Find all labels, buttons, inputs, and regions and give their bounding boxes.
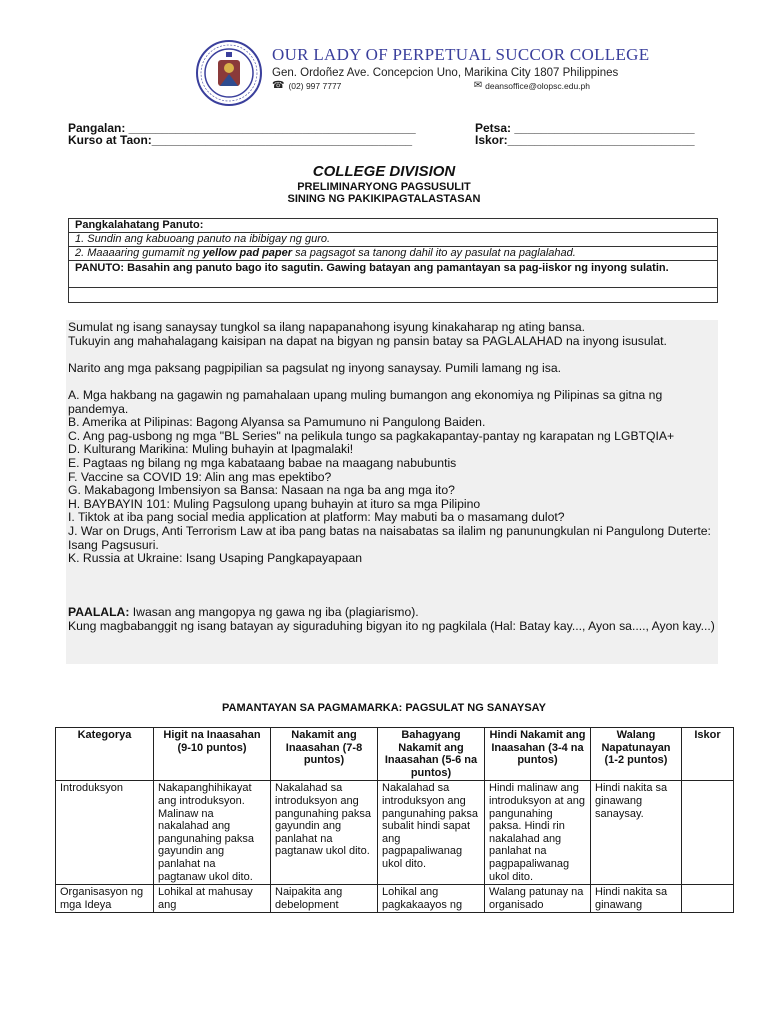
topic-item: K. Russia at Ukraine: Isang Usaping Pangkapayapaan	[68, 551, 363, 566]
instruction-item-2-pre: 2. Maaaaring gumamit ng	[75, 247, 203, 259]
phone-icon: ☎	[272, 80, 285, 91]
course-field: Kurso at Taon:_______________________________________	[68, 133, 413, 147]
topic-item: E. Pagtaas ng bilang ng mga kabataang babae na maagang nabubuntis	[68, 455, 457, 470]
table-row	[56, 885, 734, 913]
topic-item: D. Kulturang Marikina: Muling buhayin at Ipagmalaki!	[68, 442, 354, 457]
phone-number: (02) 997 7777	[288, 81, 342, 91]
school-email	[474, 81, 590, 91]
topic-item: J. War on Drugs, Anti Terrorism Law at iba pang batas na naisabatas sa ilalim ng panunungkulan ni Pangulong Duterte: Isang Pagsusuri.	[68, 523, 711, 552]
rubric-cell: Introduksyon	[56, 781, 154, 885]
instruction-item-2	[69, 247, 717, 261]
rubric-header-cell: Hindi Nakamit ang Inaasahan (3-4 na puntos)	[485, 728, 591, 781]
rubric-title: PAMANTAYAN SA PAGMAMARKA: PAGSULAT NG SANAYSAY	[222, 702, 546, 714]
subject-title: SINING NG PAKIKIPAGTALASTASAN	[287, 193, 481, 205]
panuto-text: PANUTO: Basahin ang panuto bago ito sagutin. Gawing batayan ang pamantayan sa pag-iiskor ng inyong sulatin.	[69, 261, 717, 288]
rubric-cell: Hindi malinaw ang introduksyon at ang pangunahing paksa. Hindi rin nakalahad ang panlahat na pagpapaliwanag ukol dito.	[485, 781, 591, 885]
rubric-header-cell: Nakamit ang Inaasahan (7-8 puntos)	[271, 728, 378, 781]
rubric-header-cell: Higit na Inaasahan (9-10 puntos)	[154, 728, 271, 781]
prompt-line-2: Tukuyin ang mahahalagang kaisipan na dapat na bigyan ng pansin batay sa PAGLALAHAD na inyong isusulat.	[68, 333, 667, 348]
rubric-cell: Nakalahad sa introduksyon ang pangunahing paksa gayundin ang panlahat na pagtanaw ukol dito.	[271, 781, 378, 885]
topic-item: B. Amerika at Pilipinas: Bagong Alyansa sa Pamumuno ni Pangulong Baiden.	[68, 415, 486, 430]
essay-prompt	[66, 320, 718, 664]
topic-item: G. Makabagong Imbensiyon sa Bansa: Nasaan na nga ba ang mga ito?	[68, 483, 455, 498]
rubric-header-cell: Bahagyang Nakamit ang Inaasahan (5-6 na puntos)	[378, 728, 485, 781]
reminder-text: Iwasan ang mangopya ng gawa ng iba (plagiarismo).	[129, 605, 419, 620]
instruction-item-2-bold: yellow pad paper	[202, 247, 293, 259]
rubric-cell: Organisasyon ng mga Ideya	[56, 885, 154, 913]
school-address: Gen. Ordoñez Ave. Concepcion Uno, Marikina City 1807 Philippines	[272, 67, 619, 79]
rubric-score-cell[interactable]	[682, 885, 734, 913]
topic-list	[68, 389, 716, 566]
name-field: Pangalan: ___________________________________________	[68, 121, 416, 135]
rubric-header-cell: Walang Napatunayan (1-2 puntos)	[591, 728, 682, 781]
reminder-label: PAALALA:	[68, 605, 130, 620]
instructions-box	[68, 218, 718, 303]
instruction-item-1: 1. Sundin ang kabuoang panuto na ibibigay ng guro.	[69, 233, 717, 247]
rubric-cell: Lohikal ang pagkakaayos ng	[378, 885, 485, 913]
school-header	[196, 40, 650, 106]
rubric-cell: Naipakita ang debelopment	[271, 885, 378, 913]
school-phone	[272, 81, 341, 91]
division-title: COLLEGE DIVISION	[312, 163, 456, 180]
topic-item: A. Mga hakbang na gagawin ng pamahalaan upang muling bumangon ang ekonomiya ng Pilipinas sa gitna ng pandemya.	[68, 387, 663, 416]
instruction-item-2-post: sa pagsagot sa tanong dahil ito ay pasulat na paglalahad.	[292, 247, 576, 259]
mail-icon: ✉	[473, 80, 483, 91]
date-field: Petsa: ___________________________	[475, 121, 695, 135]
school-name: OUR LADY OF PERPETUAL SUCCOR COLLEGE	[272, 45, 650, 64]
rubric-header-row	[56, 728, 734, 781]
reminder	[68, 606, 716, 620]
reminder-line-2: Kung magbabanggit ng isang batayan ay siguraduhing bigyan ito ng pagkilala (Hal: Batay kay..., Ayon sa...., Ayon kay...)	[68, 619, 715, 634]
topic-item: C. Ang pag-usbong ng mga "BL Series" na pelikula tungo sa pagkakapantay-pantay ng karapatan ng LGBTQIA+	[68, 428, 675, 443]
rubric-cell: Nakapanghihikayat ang introduksyon. Malinaw na nakalahad ang pangunahing paksa gayundin ang panlahat na pagtanaw ukol dito.	[154, 781, 271, 885]
school-seal-icon	[196, 40, 262, 106]
topic-item: F. Vaccine sa COVID 19: Alin ang mas epektibo?	[68, 469, 332, 484]
rubric-cell: Lohikal at mahusay ang	[154, 885, 271, 913]
table-row	[56, 781, 734, 885]
topic-item: I. Tiktok at iba pang social media application at platform: May mabuti ba o masamang dulot?	[68, 510, 565, 525]
rubric-header-cell: Kategorya	[56, 728, 154, 781]
prompt-line-1: Sumulat ng isang sanaysay tungkol sa ilang napapanahong isyung kinakaharap ng ating bansa.	[68, 320, 585, 334]
rubric-score-cell[interactable]	[682, 781, 734, 885]
topic-item: H. BAYBAYIN 101: Muling Pagsulong upang buhayin at ituro sa mga Pilipino	[68, 496, 481, 511]
prompt-line-3: Narito ang mga paksang pagpipilian sa pagsulat ng inyong sanaysay. Pumili lamang ng isa.	[68, 360, 561, 375]
rubric-cell: Hindi nakita sa ginawang sanaysay.	[591, 781, 682, 885]
rubric-cell: Walang patunay na organisado	[485, 885, 591, 913]
rubric-table	[55, 727, 734, 913]
rubric-cell: Hindi nakita sa ginawang	[591, 885, 682, 913]
instructions-heading: Pangkalahatang Panuto:	[69, 219, 717, 233]
rubric-cell: Nakalahad sa introduksyon ang pangunahing paksa subalit hindi sapat ang pagpapaliwanag ukol dito.	[378, 781, 485, 885]
email-address: deansoffice@olopsc.edu.ph	[485, 81, 590, 91]
exam-title: PRELIMINARYONG PAGSUSULIT	[297, 181, 471, 193]
instructions-empty-row	[69, 288, 717, 302]
score-field: Iskor:____________________________	[475, 133, 695, 147]
rubric-header-cell: Iskor	[682, 728, 734, 781]
